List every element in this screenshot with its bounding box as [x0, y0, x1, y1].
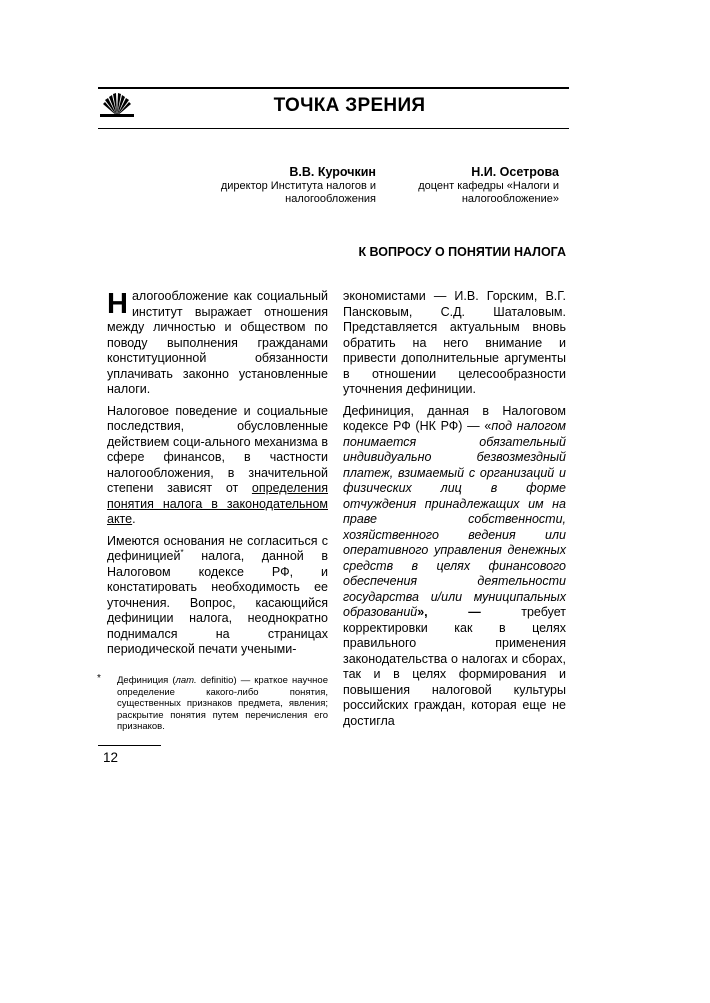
header-bottom-rule — [98, 128, 569, 129]
paragraph-text: экономистами — И.В. Горским, В.Г. Пансковым, С.Д. Шаталовым. Представляется актуальным вновь обратить на него внимание и привести дополнительные аргументы в отношении целесообразности уточнения дефиниции. — [343, 289, 566, 396]
definition-quote: под налогом понимается обязательный индивидуально безвозмездный платеж, взимаемый с организаций и физических лиц в форме отчуждения принадлежащих им на праве собственности, хозяйственного ведения или оперативного управления денежных средств в целях финансового обеспечения деятельности государства и/или муниципальных образований — [343, 419, 567, 619]
paragraph-text: налога, данной в Налоговом кодексе РФ, и констатировать необходимость ее уточнения. Вопрос, касающийся дефиниции налога, неоднократно поднимался на страницах периодической печати учеными- — [107, 549, 328, 656]
paragraph-text: Налоговое поведение и социальные последствия, обусловленные действием соци-ального механизма в сфере финансов, в частности налогообложения, в значительной степени зависят от — [107, 403, 328, 495]
paragraph-text: Имеются основания не согласиться с дефиницией — [107, 533, 328, 563]
footnote-reference[interactable]: * — [180, 547, 184, 557]
section-title: ТОЧКА ЗРЕНИЯ — [273, 95, 426, 116]
drop-cap: Н — [107, 288, 128, 320]
footnote-text: Дефиниция ( — [117, 675, 176, 686]
quote-close: », — — [417, 605, 481, 619]
paragraph-text: Дефиниция, данная в Налоговом кодексе РФ (НК РФ) — « — [343, 403, 566, 433]
text-column-left — [107, 289, 328, 664]
paragraph-text: алогообложение как социальный институт выражает отношения между личностью и обществом по поводу выполнения гражданами конституционной обязанности уплачивать законно установленные налоги. — [107, 289, 328, 396]
author-affiliation: директор Института налогов и налогообложения — [220, 180, 376, 205]
text-column-right — [343, 289, 566, 735]
author-block — [392, 164, 559, 206]
paragraph — [343, 404, 566, 730]
footnote-mark: * — [97, 673, 101, 684]
footnote — [97, 673, 328, 733]
paragraph-text: требует корректировки как в целях правильного применения законодательства о налогах и сборах, так и в целях формирования и повышения налоговой культуры российских граждан, которая еще не достигла — [343, 605, 566, 728]
paragraph — [107, 289, 328, 398]
fan-ornament-icon — [100, 92, 134, 118]
paragraph — [107, 534, 328, 658]
paragraph — [107, 404, 328, 528]
author-block — [200, 164, 376, 206]
footnote-text: definitio) — краткое научное определение какого-либо понятия, существенных признаков предмета, явления; раскрытие понятия путем перечисления его признаков. — [117, 675, 328, 732]
paragraph-text: . — [132, 512, 136, 526]
author-affiliation: доцент кафедры «Налоги и налогообложение» — [418, 180, 559, 205]
author-name: Н.И. Осетрова — [471, 165, 559, 179]
page-number-rule — [98, 745, 161, 746]
underlined-phrase: определения понятия налога в законодательном акте — [107, 481, 328, 526]
footnote-abbrev: лат. — [175, 675, 197, 686]
article-title: К ВОПРОСУ О ПОНЯТИИ НАЛОГА — [358, 245, 566, 259]
author-name: В.В. Курочкин — [289, 165, 376, 179]
header-top-rule — [98, 87, 569, 89]
page-number: 12 — [103, 750, 119, 765]
paragraph — [343, 289, 566, 398]
